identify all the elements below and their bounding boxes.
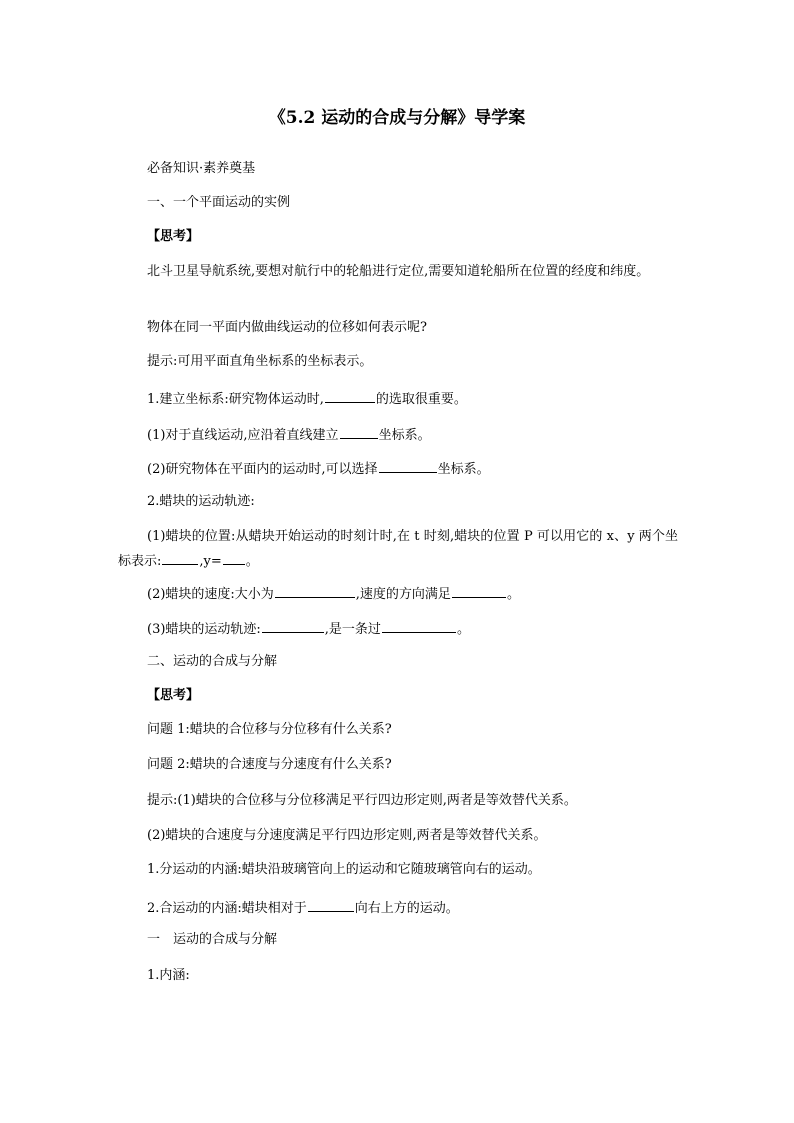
- section-1-think-label: 【思考】: [147, 229, 200, 244]
- section-basic-knowledge: 必备知识·素养奠基: [147, 161, 256, 176]
- item-2-3-trajectory: [147, 619, 470, 638]
- section-3-heading: 一 运动的合成与分解: [147, 932, 278, 947]
- item-1-2-text-a: (2)研究物体在平面内的运动时,可以选择: [147, 462, 378, 477]
- fill-blank: [308, 898, 354, 912]
- item-2-2-text-b: ,速度的方向满足: [355, 587, 451, 602]
- item-2-2-text-c: 。: [506, 587, 520, 602]
- item-2-3-text-c: 。: [456, 622, 470, 637]
- fill-blank: [223, 551, 245, 565]
- item-2-1-text-a: (1)蜡块的位置:从蜡块开始运动的时刻计时,在 t 时刻,蜡块的位置 P 可以用它的 x、y 两个坐标表示:: [118, 529, 678, 569]
- section-2-hint-1: 提示:(1)蜡块的合位移与分位移满足平行四边形定则,两者是等效替代关系。: [147, 793, 577, 808]
- section-2-item-1: 1.分运动的内涵:蜡块沿玻璃管向上的运动和它随玻璃管向右的运动。: [147, 862, 541, 877]
- fill-blank: [262, 619, 324, 633]
- item-1-coordinate-system: [147, 389, 467, 408]
- item-1-2-plane-motion: [147, 459, 490, 478]
- fill-blank: [452, 584, 506, 598]
- item-2-1-position: [118, 524, 678, 574]
- section-1-hint: 提示:可用平面直角坐标系的坐标表示。: [147, 354, 373, 369]
- section-3-item-1: 1.内涵:: [147, 968, 190, 983]
- section-2-think-label: 【思考】: [147, 688, 200, 703]
- section-2-item-2: [147, 898, 459, 917]
- item-1-1-text-b: 坐标系。: [378, 428, 431, 443]
- fill-blank: [382, 619, 456, 633]
- item-2-1-text-c: 。: [245, 554, 259, 569]
- section-2-hint-2: (2)蜡块的合速度与分速度满足平行四边形定则,两者是等效替代关系。: [147, 828, 547, 843]
- item-1-1-straight-line: [147, 425, 431, 444]
- item-2-3-text-b: ,是一条过: [324, 622, 381, 637]
- section-2-item-2-text-b: 向右上方的运动。: [354, 901, 459, 916]
- section-1-paragraph: 北斗卫星导航系统,要想对航行中的轮船进行定位,需要知道轮船所在位置的经度和纬度。: [147, 264, 650, 279]
- fill-blank: [275, 584, 355, 598]
- item-1-text-a: 1.建立坐标系:研究物体运动时,: [147, 392, 324, 407]
- section-1-heading: 一、一个平面运动的实例: [147, 195, 291, 210]
- item-1-2-text-b: 坐标系。: [437, 462, 490, 477]
- fill-blank: [325, 389, 375, 403]
- section-2-question-1: 问题 1:蜡块的合位移与分位移有什么关系?: [147, 722, 392, 737]
- fill-blank: [379, 459, 437, 473]
- section-2-item-2-text-a: 2.合运动的内涵:蜡块相对于: [147, 901, 307, 916]
- item-2-trajectory: 2.蜡块的运动轨迹:: [147, 494, 255, 509]
- fill-blank: [340, 425, 378, 439]
- item-1-text-b: 的选取很重要。: [375, 392, 467, 407]
- item-1-1-text-a: (1)对于直线运动,应沿着直线建立: [147, 428, 339, 443]
- document-title: 《5.2 运动的合成与分解》导学案: [268, 108, 526, 128]
- section-1-question: 物体在同一平面内做曲线运动的位移如何表示呢?: [147, 320, 427, 335]
- section-2-heading: 二、运动的合成与分解: [147, 654, 278, 669]
- item-2-3-text-a: (3)蜡块的运动轨迹:: [147, 622, 261, 637]
- fill-blank: [162, 551, 198, 565]
- item-2-2-velocity: [147, 584, 520, 603]
- item-2-1-text-b: ,y=: [199, 554, 222, 569]
- section-2-question-2: 问题 2:蜡块的合速度与分速度有什么关系?: [147, 757, 392, 772]
- item-2-2-text-a: (2)蜡块的速度:大小为: [147, 587, 274, 602]
